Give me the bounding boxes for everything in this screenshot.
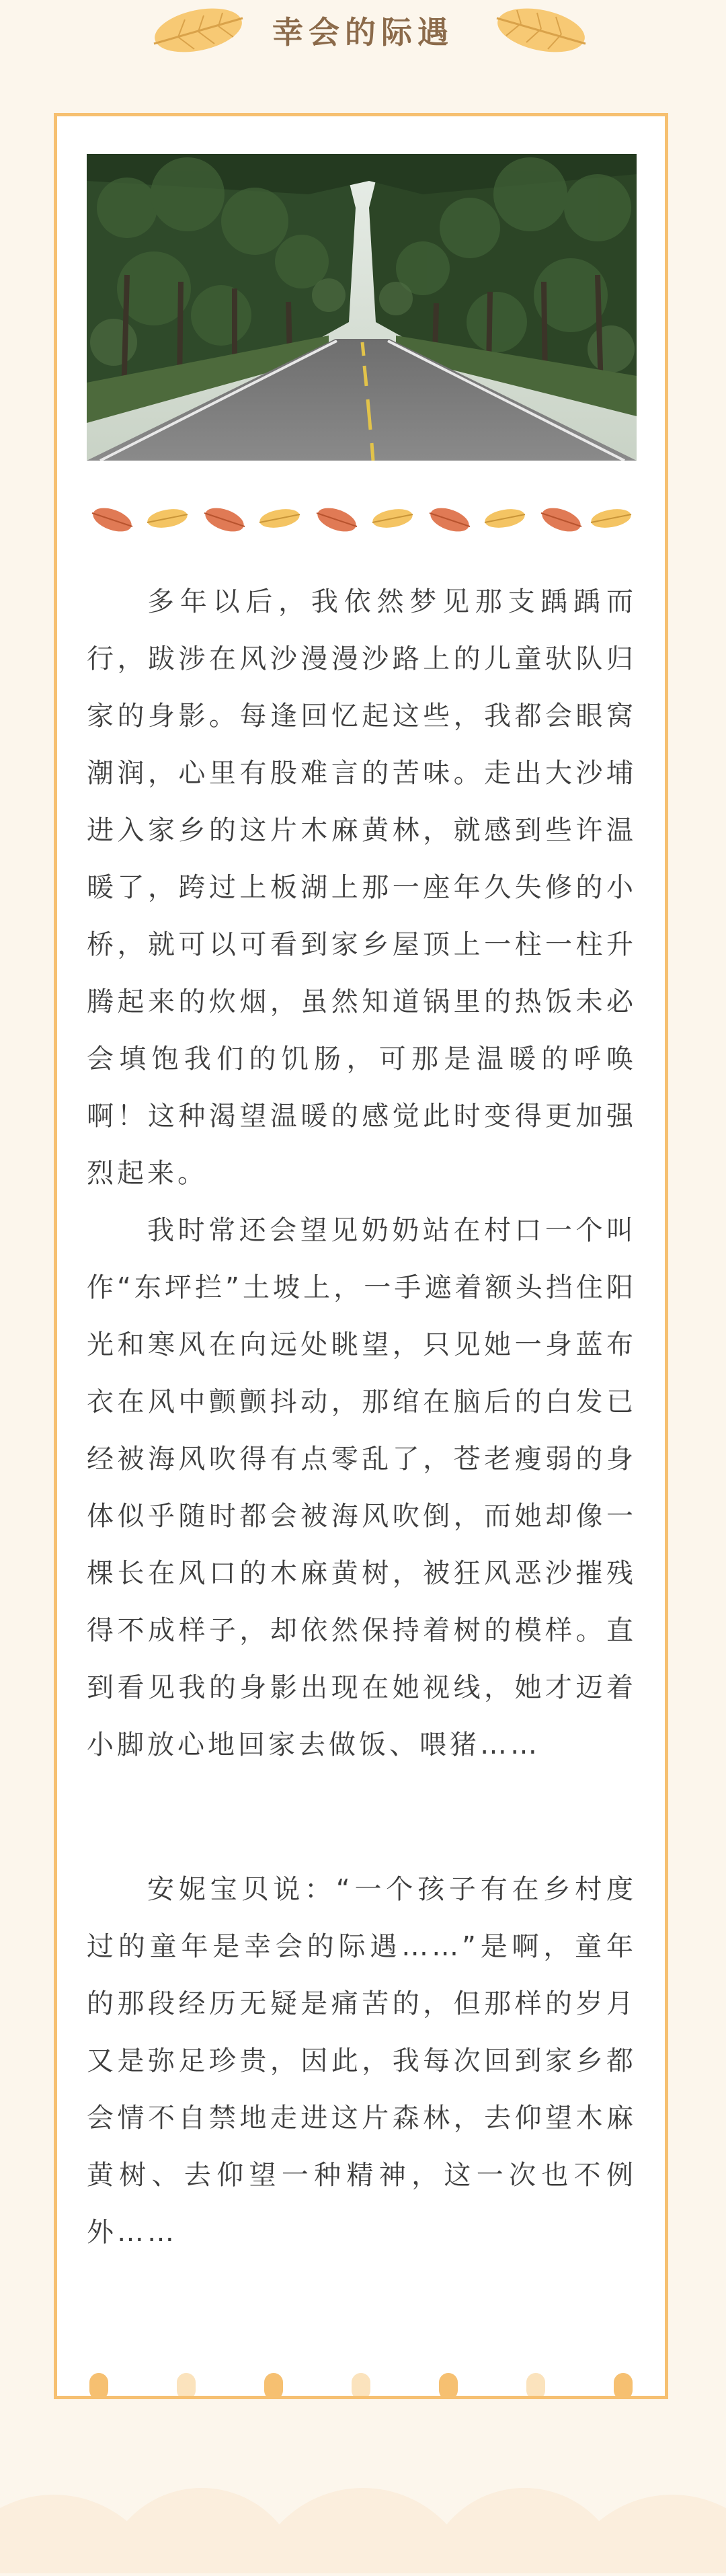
page-title: 幸会的际遇 — [272, 14, 454, 50]
yellow-leaf-icon — [590, 506, 633, 531]
red-leaf-icon — [90, 504, 135, 537]
article-body-2 — [87, 1861, 637, 2261]
dot-marker-icon — [352, 2373, 370, 2396]
bottom-decoration — [57, 2369, 665, 2396]
red-leaf-icon — [202, 504, 247, 537]
dot-marker-icon — [264, 2373, 283, 2396]
paragraph-2: 我时常还会望见奶奶站在村口一个叫作“东坪拦”土坡上，一手遮着额头挡住阳光和寒风在向远处眺望，只见她一身蓝布衣在风中颤颤抖动，那绾在脑后的白发已经被海风吹得有点零乱了，苍老瘦弱的身体似乎随时都会被海风吹倒，而她却像一棵长在风口的木麻黄树，被狂风恶沙摧残得不成样子，却依然保持着树的模样。直到看见我的身影出现在她视线，她才迈着小脚放心地回家去做饭、喂猪…… — [87, 1215, 637, 1760]
dot-marker-icon — [526, 2373, 545, 2396]
dot-marker-icon — [89, 2373, 108, 2396]
leaf-right-icon — [487, 3, 595, 57]
article-card — [54, 113, 668, 2399]
header — [0, 0, 726, 74]
red-leaf-icon — [428, 504, 473, 537]
red-leaf-icon — [539, 504, 584, 537]
forest-road-photo — [87, 154, 637, 461]
article-body-1 — [87, 574, 637, 1774]
dot-marker-icon — [177, 2373, 196, 2396]
decorative-leaf-row — [87, 496, 637, 543]
yellow-leaf-icon — [371, 506, 414, 531]
yellow-leaf-icon — [483, 506, 526, 531]
red-leaf-icon — [315, 504, 360, 537]
bottom-cloud-decoration — [0, 2434, 726, 2573]
paragraph-3: 安妮宝贝说：“一个孩子有在乡村度过的童年是幸会的际遇……”是啊，童年的那段经历无疑是痛苦的，但那样的岁月又是弥足珍贵，因此，我每次回到家乡都会情不自禁地走进这片森林，去仰望木麻黄树、去仰望一种精神，这一次也不例外…… — [87, 1874, 637, 2248]
dot-marker-icon — [439, 2373, 458, 2396]
dot-marker-icon — [614, 2373, 633, 2396]
yellow-leaf-icon — [258, 506, 301, 531]
paragraph-1: 多年以后，我依然梦见那支踽踽而行，跋涉在风沙漫漫沙路上的儿童驮队归家的身影。每逢回忆起这些，我都会眼窝潮润，心里有股难言的苦味。走出大沙埔进入家乡的这片木麻黄林，就感到些许温暖了，跨过上板湖上那一座年久失修的小桥，就可以可看到家乡屋顶上一柱一柱升腾起来的炊烟，虽然知道锅里的热饭未必会填饱我们的饥肠，可那是温暖的呼唤啊！这种渴望温暖的感觉此时变得更加强烈起来。 — [87, 586, 637, 1189]
yellow-leaf-icon — [146, 506, 189, 531]
